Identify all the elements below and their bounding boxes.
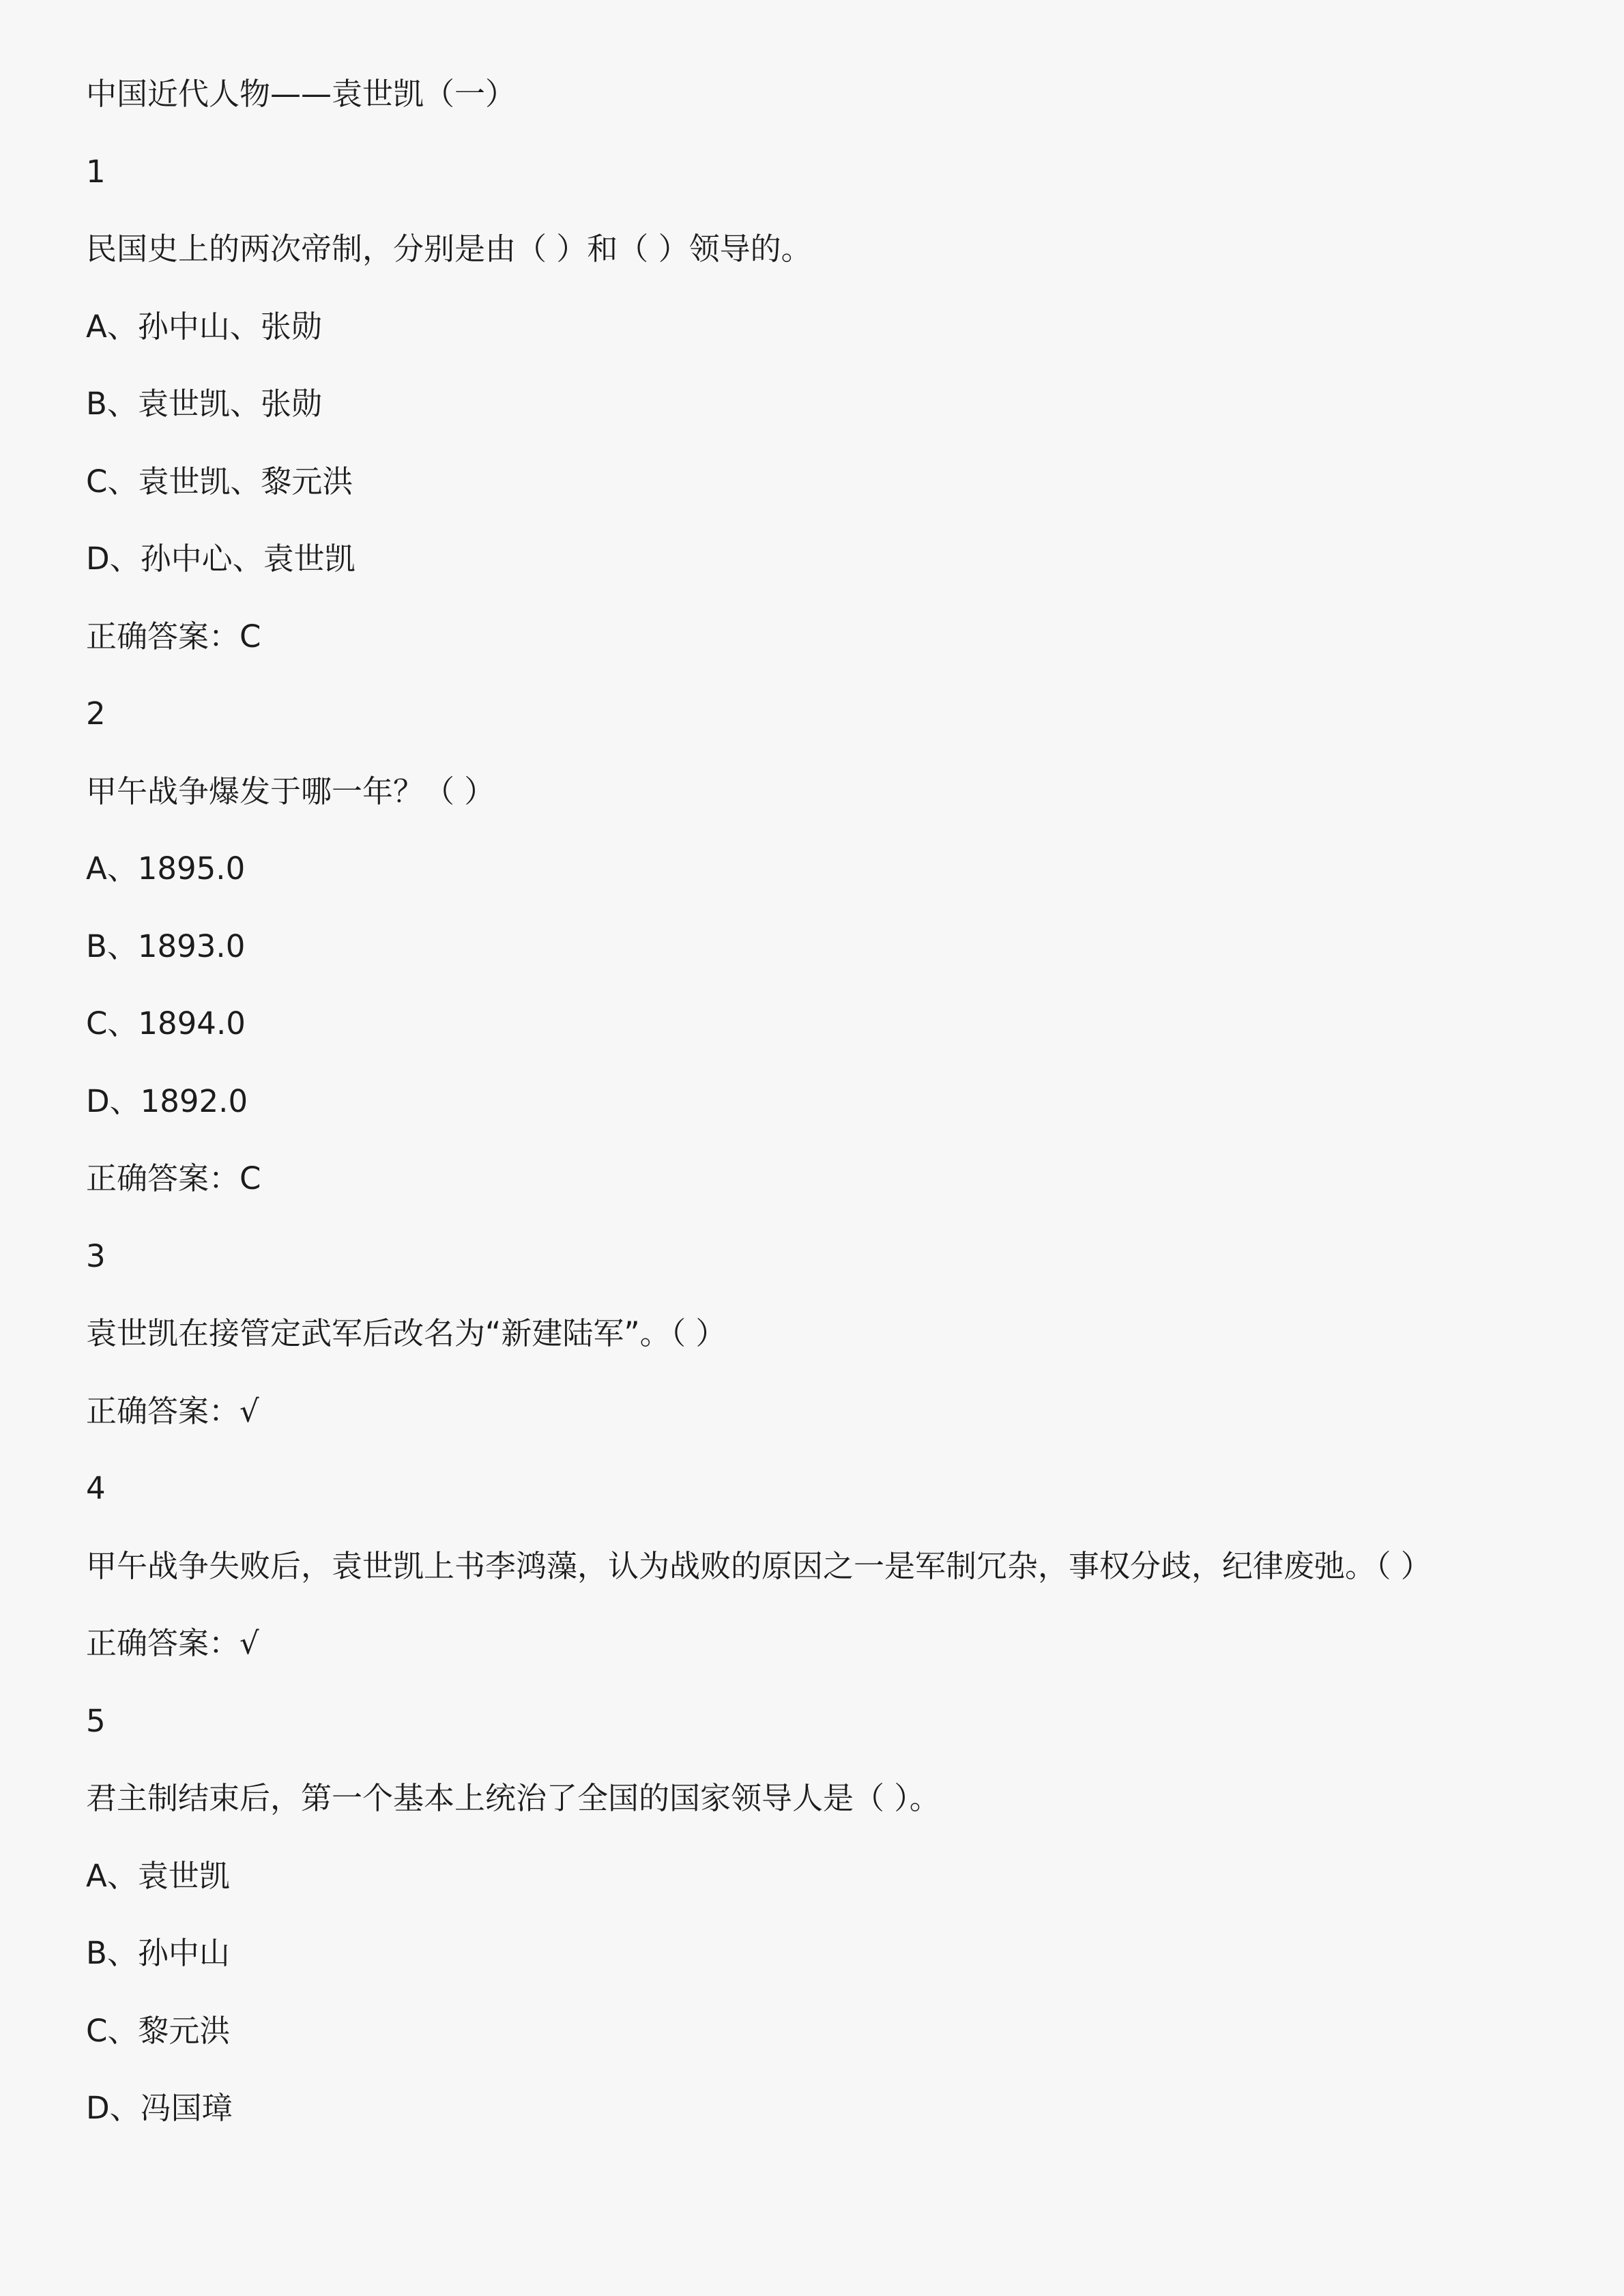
option-d: D、冯国璋 [86,2090,233,2126]
question-number: 4 [86,1470,106,1506]
option-a: A、1895.0 [86,850,246,887]
question-number: 1 [86,153,106,190]
option-d: D、1892.0 [86,1082,248,1119]
correct-answer: 正确答案：C [86,618,261,655]
question-number: 5 [86,1702,106,1739]
question-text: 甲午战争爆发于哪一年？（ ） [86,773,495,809]
correct-answer: 正确答案：√ [86,1392,259,1429]
question-text: 民国史上的两次帝制，分别是由（ ）和（ ）领导的。 [86,231,812,267]
question-text: 袁世凯在接管定武军后改名为“新建陆军”。（ ） [86,1315,727,1351]
question-number: 3 [86,1237,106,1274]
option-b: B、袁世凯、张勋 [86,386,322,422]
option-d: D、孙中心、袁世凯 [86,541,356,577]
option-c: C、1894.0 [86,1005,246,1042]
option-b: B、1893.0 [86,928,246,964]
option-a: A、袁世凯 [86,1857,230,1894]
question-text: 君主制结束后，第一个基本上统治了全国的国家领导人是（ ）。 [86,1780,940,1816]
option-b: B、孙中山 [86,1935,230,1971]
option-c: C、袁世凯、黎元洪 [86,463,353,500]
question-number: 2 [86,695,106,732]
option-a: A、孙中山、张勋 [86,308,322,345]
correct-answer: 正确答案：√ [86,1625,259,1661]
option-c: C、黎元洪 [86,2012,231,2049]
correct-answer: 正确答案：C [86,1160,261,1196]
document-title: 中国近代人物——袁世凯（一） [86,76,517,112]
question-text: 甲午战争失败后，袁世凯上书李鸿藻，认为战败的原因之一是军制冗杂，事权分歧，纪律废弛。（ ） [86,1547,1432,1584]
